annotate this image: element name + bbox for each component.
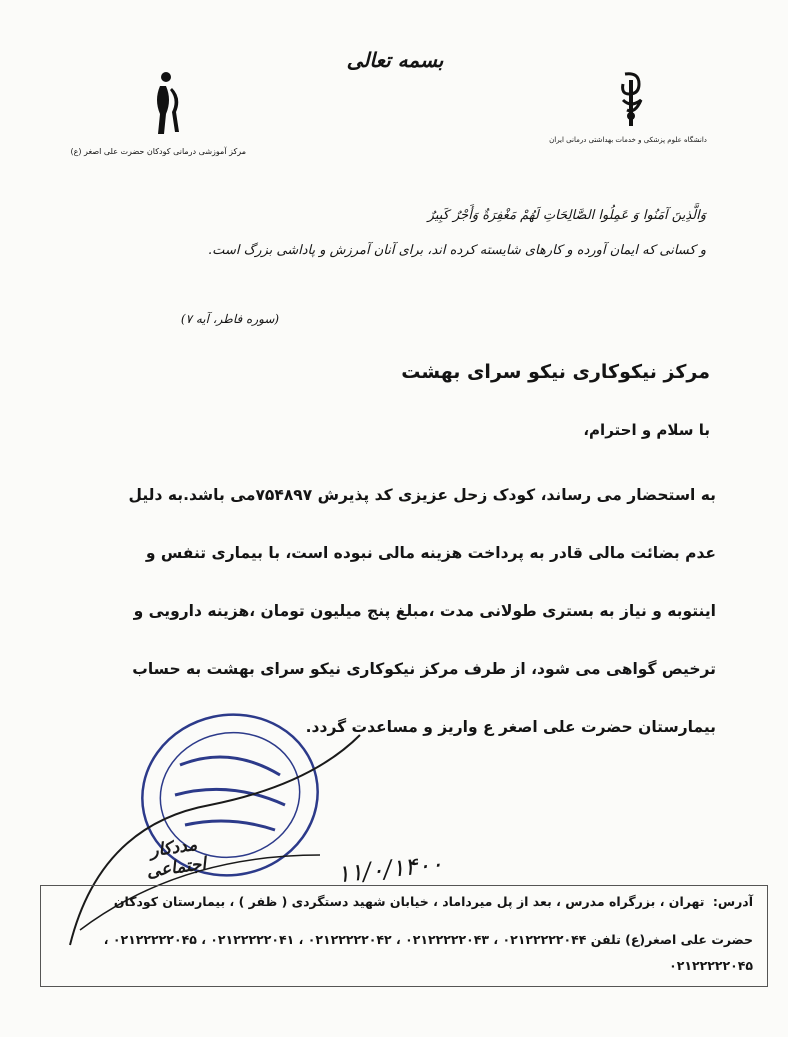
letter-recipient: مرکز نیکوکاری نیکو سرای بهشت bbox=[401, 361, 710, 383]
address-text: تهران ، بزرگراه مدرس ، بعد از پل میرداماد ، خیابان شهید دستگردی ( ظفر ) ، بیمارستان کودکان bbox=[113, 894, 705, 909]
quran-verse-arabic: وَالَّذِينَ آمَنُوا وَ عَمِلُوا الصَّالِحَاتِ لَهُمْ مَغْفِرَةٌ وَأَجْرٌ كَبِيرٌ bbox=[427, 208, 706, 223]
body-line: اینتوبه و نیاز به بستری طولانی مدت ،مبلغ پنج میلیون تومان ،هزینه دارویی و bbox=[133, 602, 716, 620]
phone-label: تلفن bbox=[590, 932, 621, 947]
body-line: ترخیص گواهی می شود، از طرف مرکز نیکوکاری نیکو سرای بهشت به حساب bbox=[132, 660, 716, 678]
phone-line-2: ۰۲۱۲۲۲۲۲۰۴۵ bbox=[669, 958, 753, 973]
phone-numbers: ۰۲۱۲۲۲۲۲۰۴۴ ، ۰۲۱۲۲۲۲۲۰۴۳ ، ۰۲۱۲۲۲۲۲۰۴۲ ، ۰۲۱۲۲۲۲۲۰۴۱ ، ۰۲۱۲۲۲۲۲۰۴۵ ، bbox=[103, 932, 587, 947]
university-logo-caption: دانشگاه علوم پزشکی و خدمات بهداشتی درمانی ایران bbox=[549, 136, 707, 144]
body-line: به استحضار می رساند، کودک زحل عزیزی کد پذیرش ۷۵۴۸۹۷می باشد.به دلیل bbox=[128, 486, 716, 504]
bismillah-heading: بسمه تعالی bbox=[346, 48, 444, 72]
address-line bbox=[53, 894, 753, 909]
address-footer bbox=[40, 885, 768, 987]
body-line: عدم بضائت مالی قادر به پرداخت هزینه مالی نبوده است، با بیماری تنفس و bbox=[145, 544, 716, 562]
body-line: بیمارستان حضرت علی اصغر ع واریز و مساعدت گردد. bbox=[305, 718, 716, 736]
letter-greeting: با سلام و احترام، bbox=[583, 421, 710, 439]
quran-verse-reference: (سوره فاطر، آیه ۷) bbox=[180, 312, 280, 326]
social-worker-signature: مددکار اجتماعی bbox=[145, 834, 208, 882]
quran-verse-translation: و کسانی که ایمان آورده و کارهای شایسته کرده اند، برای آنان آمرزش و پاداشی بزرگ است. bbox=[208, 243, 706, 258]
hospital-logo-icon bbox=[148, 70, 184, 140]
address-label: آدرس: bbox=[712, 894, 753, 909]
hospital-name: حضرت علی اصغر(ع) bbox=[625, 932, 753, 947]
hospital-logo-caption: مرکز آموزشی درمانی کودکان حضرت علی اصغر (ع) bbox=[70, 147, 246, 156]
university-logo-icon bbox=[617, 70, 647, 130]
handwritten-date: ۱۱/۰/۱۴۰۰ bbox=[335, 849, 445, 889]
phone-line bbox=[53, 932, 753, 947]
